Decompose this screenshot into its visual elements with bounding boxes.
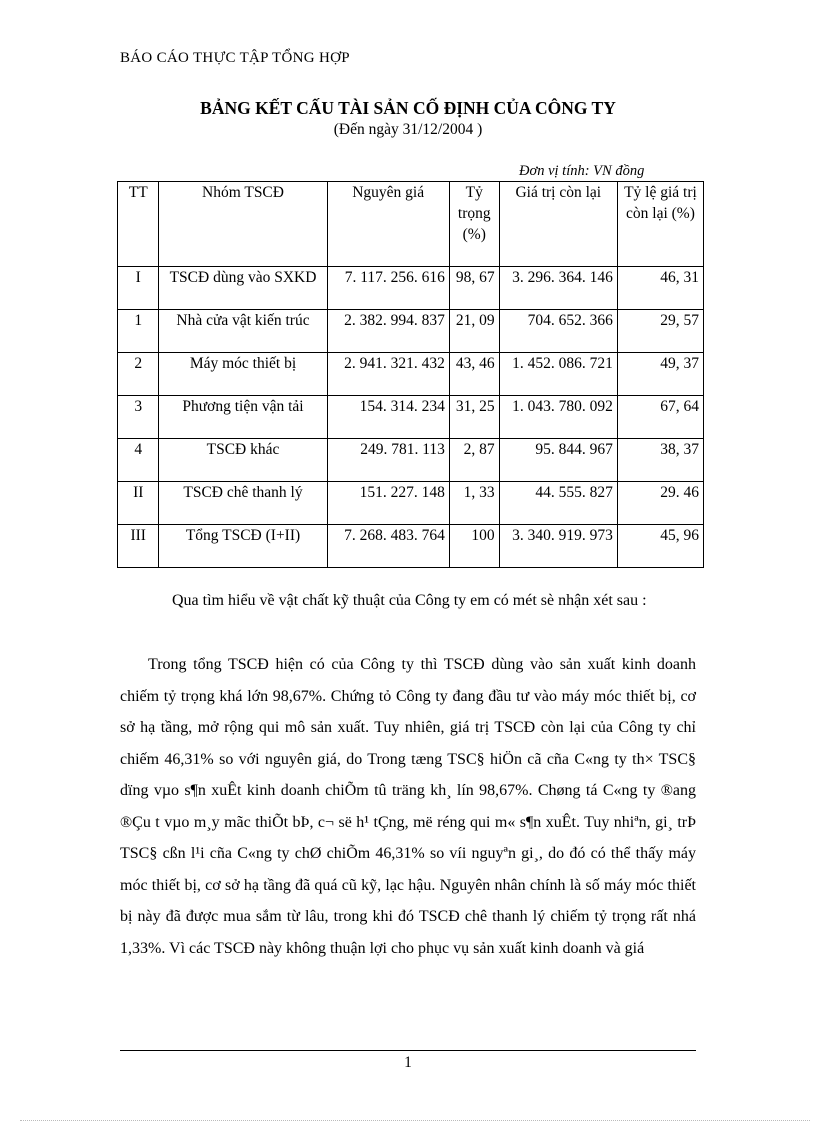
cell-group: Tổng TSCĐ (I+II) [159, 525, 327, 568]
cell-group: TSCĐ dùng vào SXKD [159, 267, 327, 310]
cell-weight: 100 [449, 525, 499, 568]
cell-remaining-ratio: 38, 37 [617, 439, 703, 482]
cell-remaining-ratio: 29, 57 [617, 310, 703, 353]
cell-remaining-value: 3. 296. 364. 146 [499, 267, 617, 310]
cell-remaining-ratio: 67, 64 [617, 396, 703, 439]
cell-weight: 31, 25 [449, 396, 499, 439]
cell-remaining-value: 95. 844. 967 [499, 439, 617, 482]
cell-weight: 43, 46 [449, 353, 499, 396]
column-header-weight: Tỷ trọng (%) [449, 182, 499, 267]
cell-original-cost: 154. 314. 234 [327, 396, 449, 439]
cell-tt: III [118, 525, 159, 568]
cell-weight: 21, 09 [449, 310, 499, 353]
cell-remaining-ratio: 29. 46 [617, 482, 703, 525]
cell-weight: 2, 87 [449, 439, 499, 482]
table-subtitle: (Đến ngày 31/12/2004 ) [333, 121, 483, 138]
cell-original-cost: 7. 268. 483. 764 [327, 525, 449, 568]
cell-group: TSCĐ chê thanh lý [159, 482, 327, 525]
cell-remaining-value: 44. 555. 827 [499, 482, 617, 525]
footer-divider [120, 1050, 696, 1051]
cell-group: Phương tiện vận tải [159, 396, 327, 439]
cell-weight: 98, 67 [449, 267, 499, 310]
table-title: BẢNG KẾT CẤU TÀI SẢN CỐ ĐỊNH CỦA CÔNG TY [200, 98, 616, 118]
cell-tt: 1 [118, 310, 159, 353]
cell-tt: I [118, 267, 159, 310]
cell-group: TSCĐ khác [159, 439, 327, 482]
body-paragraph: Trong tổng TSCĐ hiện có của Công ty thì TSCĐ dùng vào sản xuất kinh doanh chiếm tỷ trọng khá lớn 98,67%. Chứng tỏ Công ty đang đầu tư vào máy móc thiết bị, cơ sở hạ tầng, mở rộng qui mô sản xuất. Tuy nhiên, giá trị TSCĐ còn lại của Công ty chỉ chiếm 46,31% so với nguyên giá, do Trong tæng TSC§ hiÖn cã cña C«ng ty th× TSC§ dïng vµo s¶n xuÊt kinh doanh chiÕm tû träng kh¸ lín 98,67%. Chøng tá C«ng ty ®ang ®Çu t vµo m¸y mãc thiÕt bÞ, c¬ së h¹ tÇng, më réng qui m« s¶n xuÊt. Tuy nhiªn, gi¸ trÞ TSC§ cßn l¹i cña C«ng ty chØ chiÕm 46,31% so víi nguyªn gi¸, do đó có thể thấy máy móc thiết bị, cơ sở hạ tầng đã quá cũ kỹ, lạc hậu. Nguyên nhân chính là số máy móc thiết bị này đã được mua sắm từ lâu, trong khi đó TSCĐ chê thanh lý chiếm tỷ trọng rất nhá 1,33%. Vì các TSCĐ này không thuận lợi cho phục vụ sản xuất kinh doanh và giá [120, 656, 696, 957]
cell-remaining-value: 3. 340. 919. 973 [499, 525, 617, 568]
cell-weight: 1, 33 [449, 482, 499, 525]
column-header-remaining-ratio: Tỷ lệ giá trị còn lại (%) [617, 182, 703, 267]
table-row [118, 525, 704, 568]
table-row [118, 353, 704, 396]
column-header-remaining-value: Giá trị còn lại [499, 182, 617, 267]
cell-original-cost: 249. 781. 113 [327, 439, 449, 482]
page-number: 1 [404, 1054, 412, 1071]
table-row [118, 482, 704, 525]
table-row [118, 310, 704, 353]
column-header-tt: TT [118, 182, 159, 267]
cell-original-cost: 151. 227. 148 [327, 482, 449, 525]
cell-remaining-ratio: 46, 31 [617, 267, 703, 310]
cell-remaining-value: 1. 043. 780. 092 [499, 396, 617, 439]
column-header-original-cost: Nguyên giá [327, 182, 449, 267]
currency-unit: Đơn vị tính: VN đồng [519, 163, 645, 179]
cell-remaining-value: 1. 452. 086. 721 [499, 353, 617, 396]
cell-original-cost: 2. 941. 321. 432 [327, 353, 449, 396]
table-header-row [118, 182, 704, 267]
cell-tt: 3 [118, 396, 159, 439]
table-row [118, 396, 704, 439]
body-paragraph: Qua tìm hiểu về vật chất kỹ thuật của Công ty em có mét sè nhận xét sau : [172, 592, 647, 609]
cell-tt: II [118, 482, 159, 525]
table-row [118, 439, 704, 482]
cell-original-cost: 7. 117. 256. 616 [327, 267, 449, 310]
cell-original-cost: 2. 382. 994. 837 [327, 310, 449, 353]
page-bottom-edge [20, 1120, 810, 1121]
cell-group: Nhà cửa vật kiến trúc [159, 310, 327, 353]
cell-remaining-value: 704. 652. 366 [499, 310, 617, 353]
column-header-group: Nhóm TSCĐ [159, 182, 327, 267]
fixed-assets-table [117, 181, 704, 568]
cell-tt: 2 [118, 353, 159, 396]
report-header: BÁO CÁO THỰC TẬP TỔNG HỢP [120, 50, 350, 66]
cell-group: Máy móc thiết bị [159, 353, 327, 396]
cell-tt: 4 [118, 439, 159, 482]
cell-remaining-ratio: 45, 96 [617, 525, 703, 568]
cell-remaining-ratio: 49, 37 [617, 353, 703, 396]
table-row [118, 267, 704, 310]
